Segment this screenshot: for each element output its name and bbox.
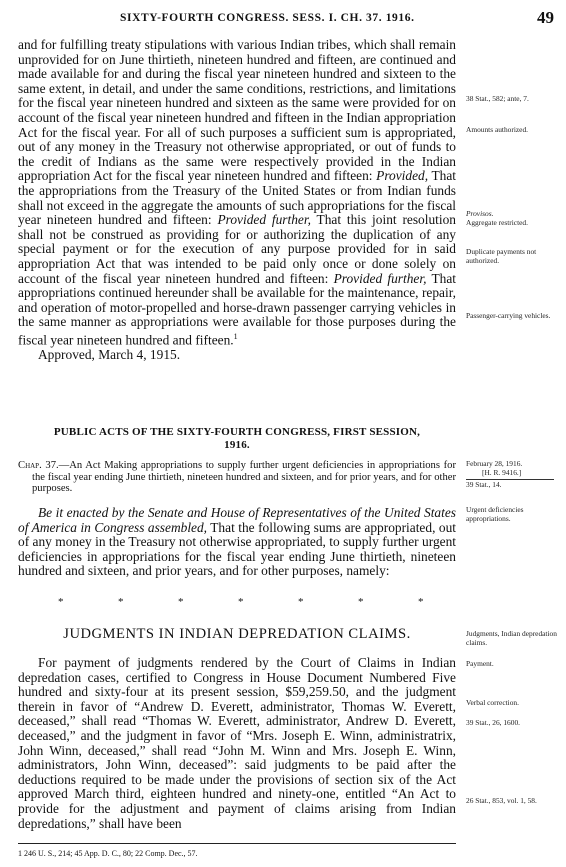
page-number: 49 — [537, 8, 554, 27]
sidenote-stat-38: 38 Stat., 582; ante, 7. — [466, 94, 529, 103]
star: * — [178, 596, 184, 608]
sidenote-duplicate: Duplicate payments not authorized. — [466, 247, 537, 265]
enacting-paragraph — [18, 506, 456, 579]
text-run: That this joint resolution shall not be construed as providing for or authorizing the duplication of any special payment or for the execution of any purpose provided for in said appropriation Act that was intended to be paid only once or done solely on account of the fiscal year nineteen hundred and fifteen: — [18, 212, 456, 286]
star: * — [418, 596, 424, 608]
star: * — [118, 596, 124, 608]
star: * — [238, 596, 244, 608]
approved-line: Approved, March 4, 1915. — [38, 346, 181, 362]
section-title-line: PUBLIC ACTS OF THE SIXTY-FOURTH CONGRESS, FIRST SESSION, — [53, 426, 421, 438]
enacting-italic: Be it enacted by the Senate and House of Representatives of the United States of America in Congress assembled, — [18, 505, 456, 535]
proviso-italic: Provided further, — [333, 270, 427, 286]
sidenote-urgent: Urgent deficiencies appropriations. — [466, 505, 524, 523]
sidenote-amounts: Amounts authorized. — [466, 125, 528, 134]
sidenote-passenger: Passenger-carrying vehicles. — [466, 311, 551, 320]
chapter-label: Chap. 37. — [18, 460, 59, 471]
sidenote-stat-39-14: 39 Stat., 14. — [466, 480, 502, 489]
footnote-marker: 1 — [233, 331, 238, 341]
enacting-clause — [18, 506, 456, 579]
continuing-text-block — [18, 38, 456, 363]
footnote: 1 246 U. S., 214; 45 App. D. C., 80; 22 Comp. Dec., 57. — [18, 849, 198, 858]
sidenote-provisos-label: Provisos. — [466, 209, 494, 218]
sidenote-payment: Payment. — [466, 659, 494, 668]
text-run: That appropriations continued hereunder shall be available for the maintenance, repair, and operation of motor-propelled and horse-drawn passenger carrying vehicles in the same manner as appropriations were available for those purposes during the fiscal year nineteen hundred and fifteen. — [18, 270, 456, 348]
judgments-paragraph: For payment of judgments rendered by the Court of Claims in Indian depredation cases, certified to Congress in House Document Numbered Five hundred and sixty-four at its present session, $59,259.50, and the judgment therein in favor of “Andrew D. Everett, administrator, Thomas W. Everett, deceased,” shall read “Thomas W. Everett, administrator, Andrew D. Everett, deceased,” and the judgment in favor of “Mrs. Joseph E. Winn, administratrix, John Winn, deceased,” shall read “John M. Winn and Mrs. Joseph E. Winn, administrators, John Winn, deceased”: said judgments to be paid after the deductions required to be made under the provisions of section six of the Act approved March third, eighteen hundred and ninety-one, entitled “An Act to provide for the adjustment and payment of claims arising from Indian depredations,” shall have been — [18, 655, 456, 831]
sidenote-act-date — [466, 460, 562, 490]
sidenote-feb-date: February 28, 1916. — [466, 459, 523, 468]
text-run: and for fulfilling treaty stipulations with various Indian tribes, which shall remain unprovided for on June thirtieth, nineteen hundred and fifteen, are continued and made available for and during the fiscal year nineteen hundred and sixteen to the same extent, in detail, and under the same conditions, restrictions, and limitations for the fiscal year nineteen hundred and sixteen as the same were provided for on account of the fiscal year nineteen hundred and fifteen in the Indian appropriation Act for the fiscal year. For all of such purposes a sufficient sum is appropriated, out of any money in the Treasury not otherwise appropriated, or out of funds to the credit of Indians as the same were respectively provided in the Indian appropriation Act for the fiscal year nineteen hundred and fifteen: — [18, 37, 456, 184]
star: * — [298, 596, 304, 608]
section-title-year: 1916. — [224, 439, 250, 451]
proviso-italic: Provided, — [376, 168, 429, 184]
continuing-paragraph — [18, 38, 456, 348]
chapter-hanging-text — [18, 460, 456, 495]
sidenote-stat-26: 26 Stat., 853, vol. 1, 58. — [466, 796, 537, 805]
star: * — [58, 596, 64, 608]
proviso-italic: Provided further, — [217, 212, 311, 228]
sidenote-aggregate: Aggregate restricted. — [466, 218, 528, 227]
judgments-heading: JUDGMENTS IN INDIAN DEPREDATION CLAIMS. — [63, 626, 411, 642]
omission-stars — [18, 596, 456, 610]
text-run: That the appropriations from the Treasury of the United States or from Indian funds shall not exceed in the aggregate the amounts of such appropriations for the fiscal year nineteen hundred and fifteen: — [18, 168, 456, 228]
running-head: SIXTY-FOURTH CONGRESS. SESS. I. CH. 37. 1916. — [120, 12, 415, 24]
sidenote-bill-number: [H. R. 9416.] — [482, 467, 522, 477]
chapter-text: —An Act Making appropriations to supply further urgent deficiencies in appropriations for the fiscal year ending June thirtieth, nineteen hundred and sixteen, and for prior years, and for other purposes. — [32, 460, 457, 495]
sidenote-verbal: Verbal correction. — [466, 698, 519, 707]
judgments-block — [18, 656, 456, 831]
star: * — [358, 596, 364, 608]
sidenote-stat-39-26: 39 Stat., 26, 1600. — [466, 718, 520, 727]
sidenote-judgments: Judgments, Indian depredation claims. — [466, 629, 557, 647]
section-title — [18, 426, 456, 452]
chapter-summary — [18, 460, 456, 495]
enacting-text: That the following sums are appropriated, out of any money in the Treasury not otherwise appropriated, to supply further urgent deficiencies in appropriations for the fiscal year ending June thirtieth, nineteen hundred and sixteen, and prior years, and for other purposes, namely: — [18, 519, 456, 579]
page-header — [0, 8, 566, 28]
footnote-rule — [18, 843, 456, 844]
